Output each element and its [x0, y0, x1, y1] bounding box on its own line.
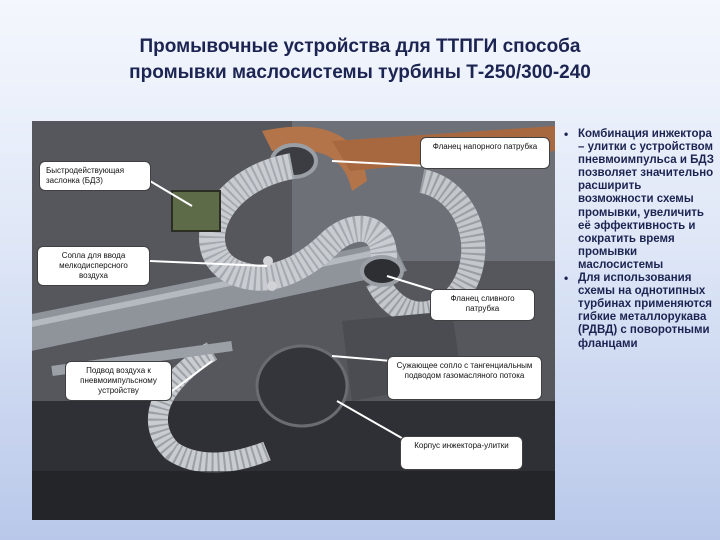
bullet-dot-icon: • [564, 127, 569, 141]
bullet-dot-icon: • [564, 271, 569, 286]
bullet-item [560, 272, 718, 351]
bullet-item [560, 128, 718, 272]
nozzle-2 [267, 281, 277, 291]
title-line-2: промывки маслосистемы турбины Т-250/300-240 [129, 62, 591, 83]
title-line-1: Промывочные устройства для ТТПГИ способа [139, 36, 581, 57]
slide-title [40, 34, 680, 86]
injector-body [257, 346, 347, 426]
drain-flange [362, 257, 402, 285]
bullet-text: Комбинация инжектора – улитки с устройством пневмоимпульса и БДЗ позволяет значительно расширить возможности схемы промывки, увеличить её эффективность и сократить время промывки маслосистемы [578, 128, 714, 271]
callout-fast-valve: Быстродействующая заслонка (БДЗ) [39, 161, 151, 191]
equipment-photo [32, 121, 555, 520]
bullet-text: Для использования схемы на однотипных турбинах применяются гибкие металлорукава (РДВД) с поворотными фланцами [578, 272, 713, 350]
fast-valve-body [172, 191, 220, 231]
nozzle-1 [263, 256, 273, 266]
callout-injector-body: Корпус инжектора-улитки [400, 436, 523, 470]
bullet-list [560, 128, 718, 351]
callout-air-nozzles: Сопла для ввода мелкодисперсного воздуха [37, 246, 150, 286]
callout-drain-flange: Фланец сливного патрубка [430, 289, 535, 321]
callout-converging-nozzle: Сужающее сопло с тангенциальным подводом газомасляного потока [387, 356, 542, 400]
callout-air-supply: Подвод воздуха к пневмоимпульсному устройству [65, 361, 172, 401]
callout-pressure-flange: Фланец напорного патрубка [420, 137, 550, 169]
